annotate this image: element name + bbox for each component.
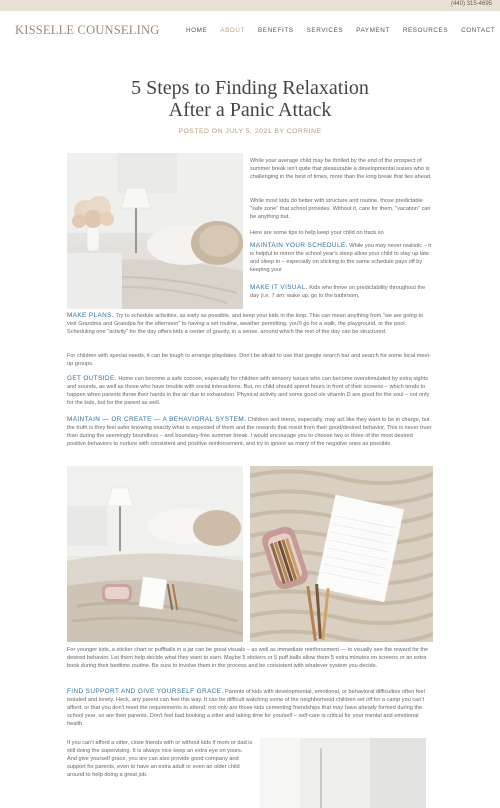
nav-benefits[interactable]: BENEFITS (258, 27, 294, 34)
section-behavioral-heading: MAINTAIN — OR CREATE — A BEHAVIORAL SYSTEM. (67, 416, 247, 423)
post-title (0, 77, 500, 121)
bedroom-photo (67, 153, 243, 309)
sitter-paragraph: If you can't afford a sitter, close friends with or without kids if mom or dad is still doing the supervising. It is always nice keep an extra eye on yours. And give yourself grace, you are can also provide good company and support for parents, even to have an extra adult or even an older child around to help doing a great job. (67, 740, 253, 778)
main-nav (186, 27, 500, 34)
section-visual-heading: MAKE IT VISUAL. (250, 284, 308, 291)
pencils-notebook-photo (250, 466, 433, 642)
post-title-line-1: 5 Steps to Finding Relaxation (131, 77, 369, 99)
phone-number[interactable]: (440) 315-4695 (450, 1, 492, 7)
site-logo[interactable]: KISSELLE COUNSELING (15, 23, 160, 37)
nav-home[interactable]: HOME (186, 27, 208, 34)
section-behavioral-text: Children and teens, especially, may act like they want to be in charge, but the truth is they feel safer knowing exactly what is expected of them and the rewards that result from their good/desired behavior. This is never truer than during the seemingly boundless – and boundary-free summer break. I would encourage you to choose two or three of the most desired positive behaviors to nurture with consistent and positive reinforcement, and try to ignore as many of the negative ones as possible. (67, 417, 432, 447)
nav-about[interactable]: ABOUT (220, 27, 245, 34)
top-contact-bar (0, 0, 500, 11)
section-visual-text: Kids who thrive on predictability throughout the day (i.e. 7 am: wake up, go to the bathroom, (250, 285, 426, 299)
section-support-text: Parents of kids with developmental, emotional, or behavioral difficulties often feel isolated and lonely. Heck, any parent can feel this way. It can be difficult watching some of the neighborhood children set off for a camp you can't afford, or that you don't meet the requirements to attend; not only are those kids cementing friendships that may have already formed during the school year, so are their parents. Don't feel bad booking a sitter and taking time for yourself – self-care is critical for your mental and emotional health. (67, 689, 425, 727)
section-outside-text: Home can become a safe cocoon, especially for children with sensory issues who can become overstimulated by extra sights and sounds, as well as those who have trouble with social interactions. But, no child should spend hours in front of their screens – which tends to happen when parents throw their hands in the air due to exhaustion. Physical activity and some good ole vitamin D are good for the soul – not only for the kids, but for the parent as well. (67, 376, 430, 406)
bedroom-photo-bottom (260, 738, 426, 808)
younger-kids-paragraph: For younger kids, a sticker chart or puffballs in a jar can be great visuals – as well as immediate reinforcement — to visually see the reward for the desired behavior. Let them help decide what they want to earn. Maybe 5 stickers or 5 puff balls allow them 5 extra minutes on screens or an extra book during their bedtime routine. Be sure to involve them in the process and be consistent with whatever system you decide. (67, 647, 429, 669)
section-outside (67, 375, 433, 407)
bed-notebook-photo (67, 466, 243, 642)
post-byline: POSTED ON JULY 5, 2021 BY CORRINE (178, 128, 322, 135)
post-title-line-2: After a Panic Attack (168, 99, 332, 121)
section-behavioral (67, 416, 433, 448)
site-header (0, 11, 500, 49)
section-plans-text: Try to schedule activities, as early as possible, and keep your kids in the loop. This can mean anything from "we are going to visit Grandma and Grandpa for the afternoon" to having a set routine, weather permitting, you'll go for a walk, the playground, or the pool. Scheduling one "activity" for the day offers kids a center of gravity, in a sense, around which the rest of the day can be structured. (67, 313, 424, 335)
intro-paragraph-3: Here are some tips to help keep your child on track so (250, 230, 384, 236)
nav-payment[interactable]: PAYMENT (356, 27, 390, 34)
section-support (67, 688, 433, 728)
section-visual (250, 284, 433, 300)
section-schedule (250, 242, 433, 274)
section-outside-heading: GET OUTSIDE. (67, 375, 117, 382)
nav-resources[interactable]: RESOURCES (402, 27, 449, 34)
section-schedule-text: While you may never realistic – it is helpful to mirror the school year's sleep allow your child to stay up late and sleep in – especially on sticking to the same schedule pays off by keeping your (250, 243, 432, 273)
section-plans (67, 312, 433, 336)
nav-services[interactable]: SERVICES (306, 27, 344, 34)
section-support-heading: FIND SUPPORT AND GIVE YOURSELF GRACE. (67, 688, 224, 695)
section-plans-heading: MAKE PLANS. (67, 312, 115, 319)
intro-paragraph-1: While your average child may be thrilled by the end of the prospect of summer break isn't quite that pleasurable a developmental issues who is challenging in the best of times, more than the long break that lies ahead. (250, 158, 432, 180)
section-schedule-heading: MAINTAIN YOUR SCHEDULE. (250, 242, 348, 249)
special-needs-paragraph: For children with special needs, it can be tough to arrange playdates. Don't be afraid to use that google search bar and search for some local meet-up groups. (67, 353, 431, 367)
intro-paragraph-2: While most kids do better with structure and routine, those predictable "safe zone" that school provides. Without it, care for them, "vacation" can be anything but. (250, 198, 431, 220)
nav-contact[interactable]: CONTACT (461, 27, 496, 34)
